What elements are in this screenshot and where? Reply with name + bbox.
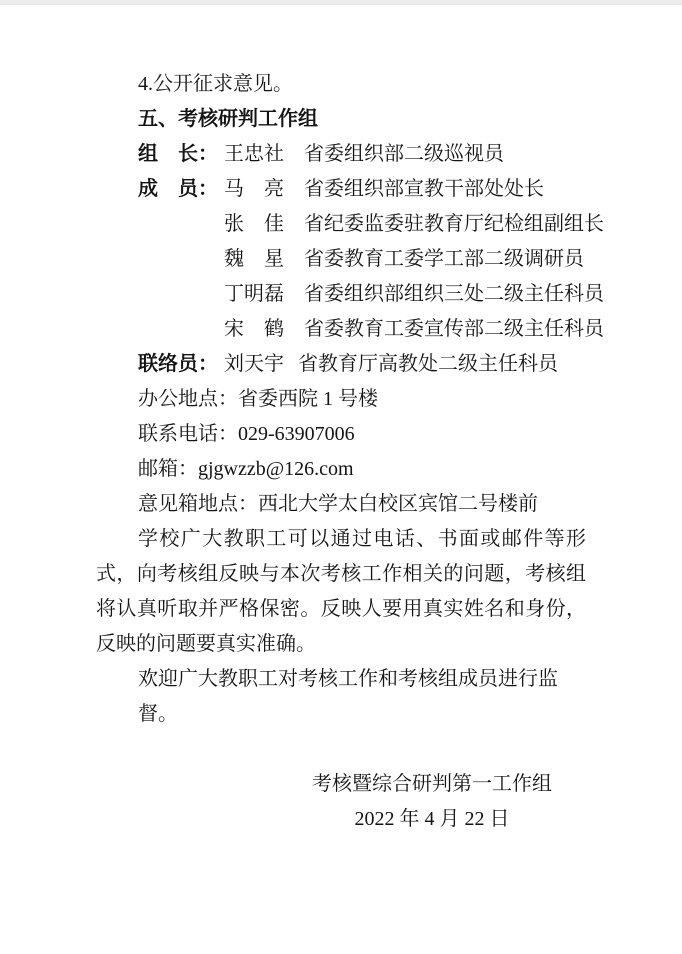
member-label-spacer <box>138 207 224 242</box>
member-row <box>96 242 586 277</box>
page-top-edge <box>0 0 682 5</box>
section-heading: 五、考核研判工作组 <box>138 108 318 130</box>
leader-title: 省委组织部二级巡视员 <box>304 143 504 165</box>
member-title: 省委教育工委宣传部二级主任科员 <box>304 318 604 340</box>
contact-value: 029-63907006 <box>238 423 355 445</box>
contact-value: 西北大学太白校区宾馆二号楼前 <box>258 493 538 515</box>
member-label-spacer <box>138 242 224 277</box>
members-label: 成 员： <box>138 178 218 200</box>
leader-row <box>96 137 586 172</box>
member-name: 宋 鹤 <box>224 318 284 340</box>
member-title: 省委教育工委学工部二级调研员 <box>304 248 584 270</box>
member-name: 马 亮 <box>224 178 284 200</box>
body-paragraph: 学校广大教职工可以通过电话、书面或邮件等形式，向考核组反映与本次考核工作相关的问题，考核组将认真听取并严格保密。反映人要用真实姓名和身份，反映的问题要真实准确。 <box>96 528 586 655</box>
member-title: 省委组织部组织三处二级主任科员 <box>304 283 604 305</box>
leader-name: 王忠社 <box>224 143 284 165</box>
liaison-row <box>96 347 586 382</box>
contact-line-phone <box>96 417 586 452</box>
contact-line-suggestion-box <box>96 487 586 522</box>
member-name: 丁明磊 <box>224 283 284 305</box>
signature-line: 考核暨综合研判第一工作组 <box>312 773 552 795</box>
member-row <box>96 277 604 312</box>
member-title: 省委组织部宣教干部处处长 <box>304 178 544 200</box>
date-line: 2022 年 4 月 22 日 <box>354 808 510 830</box>
liaison-title: 省教育厅高教处二级主任科员 <box>298 353 558 375</box>
contact-line-office <box>96 382 586 417</box>
contact-label: 联系电话： <box>138 423 238 445</box>
member-title: 省纪委监委驻教育厅纪检组副组长 <box>304 213 604 235</box>
contact-label: 意见箱地点： <box>138 493 258 515</box>
numbered-item-line: 4.公开征求意见。 <box>138 73 293 95</box>
contact-value: 省委西院 1 号楼 <box>238 388 378 410</box>
signature-block <box>312 767 552 837</box>
liaison-label: 联络员： <box>138 353 218 375</box>
contact-label: 办公地点： <box>138 388 238 410</box>
liaison-name: 刘天宇 <box>224 353 284 375</box>
leader-label: 组 长： <box>138 143 218 165</box>
document-body <box>96 67 604 837</box>
member-name: 魏 星 <box>224 248 284 270</box>
contact-label: 邮箱： <box>138 458 198 480</box>
member-row <box>96 172 586 207</box>
member-name: 张 佳 <box>224 213 284 235</box>
member-label-spacer <box>138 312 224 347</box>
contact-line-email <box>96 452 586 487</box>
member-row <box>96 312 604 347</box>
member-label-spacer <box>138 277 224 312</box>
member-row <box>96 207 604 242</box>
closing-paragraph: 欢迎广大教职工对考核工作和考核组成员进行监督。 <box>138 668 558 725</box>
contact-value: gjgwzzb@126.com <box>198 458 354 480</box>
